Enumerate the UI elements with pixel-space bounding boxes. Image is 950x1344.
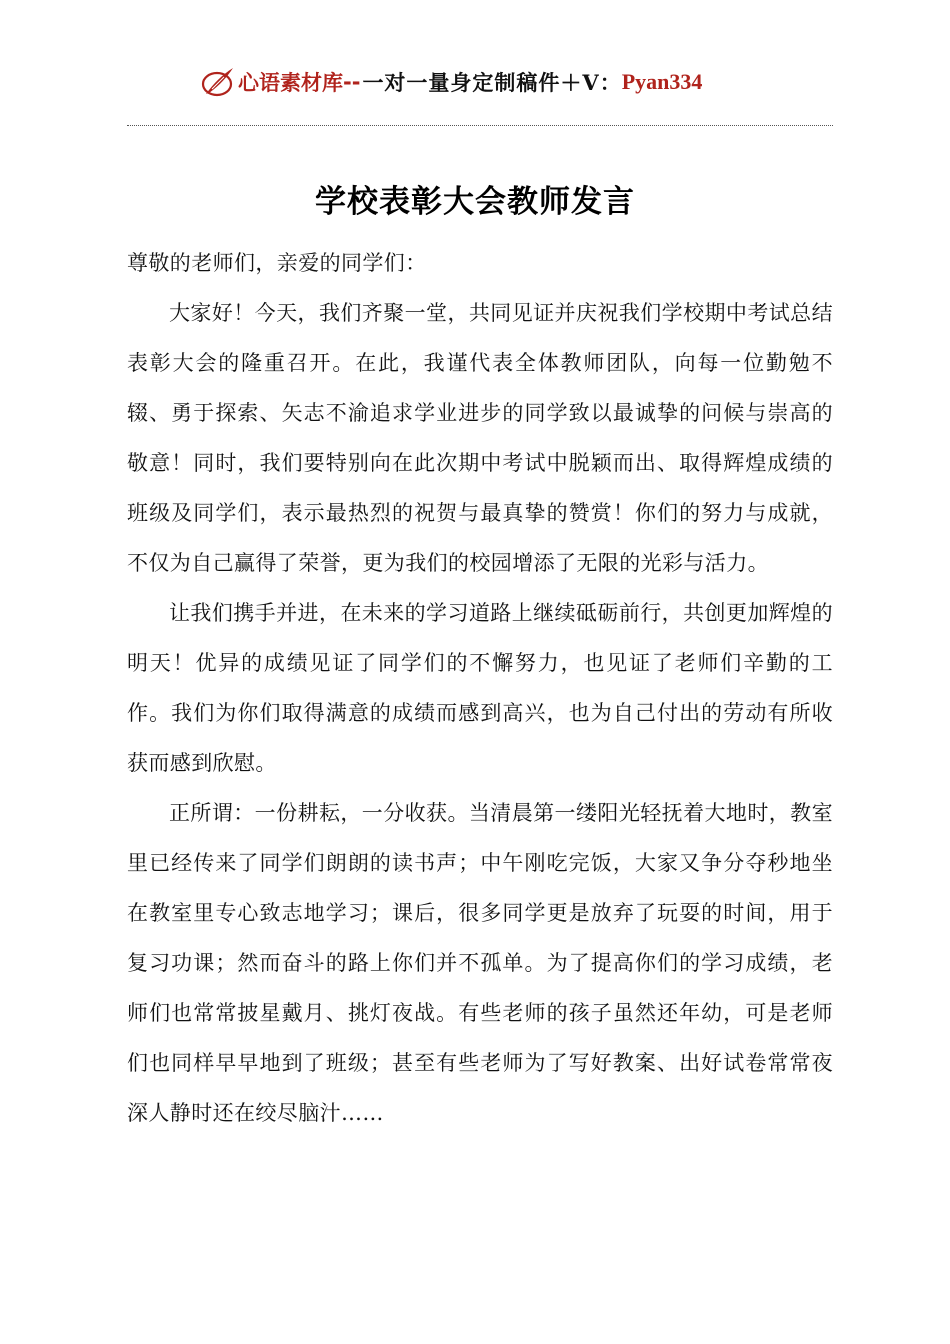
brand-name: 心语素材库	[238, 71, 343, 95]
page-header	[200, 62, 702, 102]
body-paragraph: 让我们携手并进，在未来的学习道路上继续砥砺前行，共创更加辉煌的明天！优异的成绩见证了同学们的不懈努力，也见证了老师们辛勤的工作。我们为你们取得满意的成绩而感到高兴，也为自己付出的劳动有所收获而感到欣慰。	[127, 601, 833, 775]
body-paragraph: 大家好！今天，我们齐聚一堂，共同见证并庆祝我们学校期中考试总结表彰大会的隆重召开。在此，我谨代表全体教师团队，向每一位勤勉不辍、勇于探索、矢志不渝追求学业进步的同学致以最诚挚的问候与崇高的敬意！同时，我们要特别向在此次期中考试中脱颖而出、取得辉煌成绩的班级及同学们，表示最热烈的祝贺与最真挚的赞赏！你们的努力与成就，不仅为自己赢得了荣誉，更为我们的校园增添了无限的光彩与活力。	[127, 301, 833, 575]
document-title: 学校表彰大会教师发言	[315, 184, 635, 220]
header-slogan: 一对一量身定制稿件＋V：	[362, 70, 622, 95]
header-contact: Pyan334	[621, 69, 703, 94]
document-body	[127, 238, 833, 1138]
quill-logo-icon	[200, 65, 236, 99]
body-paragraph: 正所谓：一份耕耘，一分收获。当清晨第一缕阳光轻抚着大地时，教室里已经传来了同学们朗朗的读书声；中午刚吃完饭，大家又争分夺秒地坐在教室里专心致志地学习；课后，很多同学更是放弃了玩耍的时间，用于复习功课；然而奋斗的路上你们并不孤单。为了提高你们的学习成绩，老师们也常常披星戴月、挑灯夜战。有些老师的孩子虽然还年幼，可是老师们也同样早早地到了班级；甚至有些老师为了写好教案、出好试卷常常夜深人静时还在绞尽脑汁……	[127, 801, 833, 1125]
header-divider	[127, 125, 833, 126]
header-separator: --	[343, 70, 361, 94]
salutation: 尊敬的老师们，亲爱的同学们：	[127, 251, 427, 275]
